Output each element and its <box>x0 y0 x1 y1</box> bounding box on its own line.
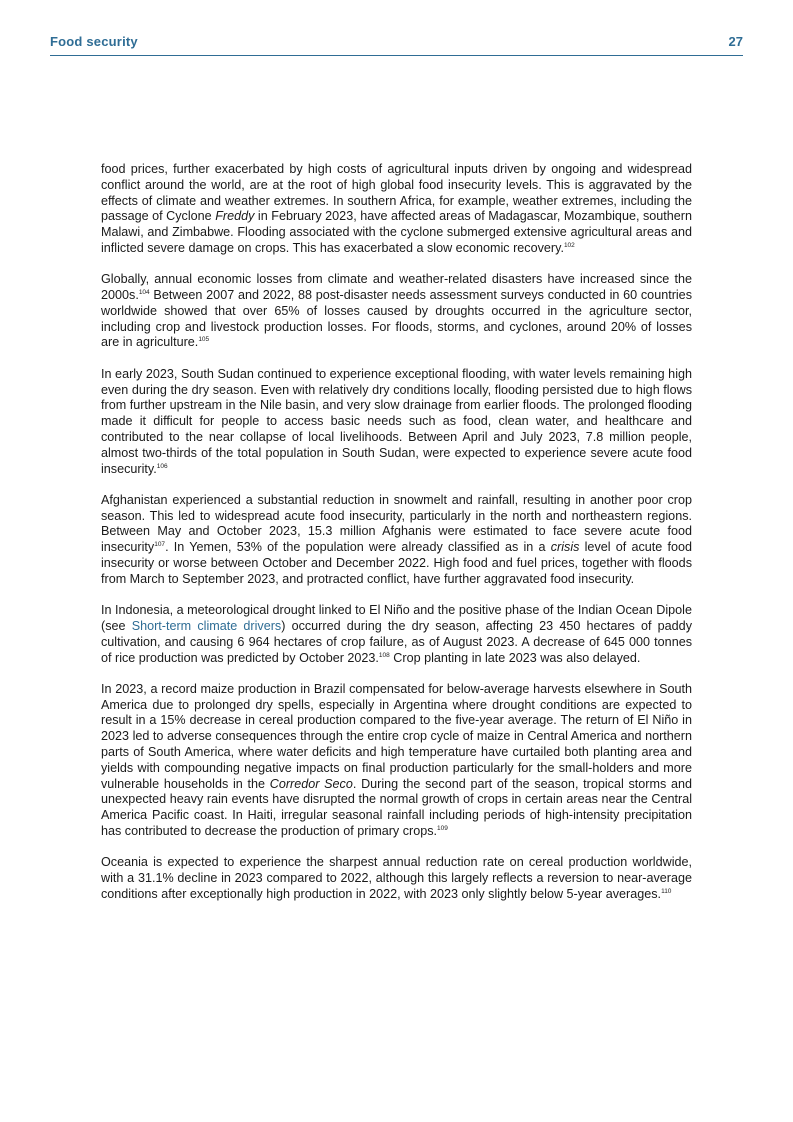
paragraph-text: ) occurred during the dry season, affecting 23 450 hectares of paddy cultivation, and causing 6 964 hectares of crop failure, as of August 2023. A decrease of 645 000 tonnes of rice production was predicted by October 2023. <box>101 618 692 665</box>
paragraph-southern-africa <box>101 162 692 257</box>
footnote-ref[interactable]: 109 <box>437 824 448 832</box>
paragraph-text: In early 2023, South Sudan continued to experience exceptional flooding, with water levels remaining high even during the dry season. Even with relatively dry conditions locally, flooding persisted due to high flows from further upstream in the Nile basin, and very slow drainage from earlier floods. The prolonged flooding made it difficult for people to access basic needs such as food, clean water, and healthcare and contributed to the near collapse of local livelihoods. Between April and July 2023, 7.8 million people, almost two-thirds of the total population in South Sudan, were expected to experience severe acute food insecurity. <box>101 366 692 476</box>
paragraph-south-sudan <box>101 367 692 478</box>
crisis-term: crisis <box>550 540 580 555</box>
footnote-ref[interactable]: 102 <box>563 241 575 249</box>
body-text <box>101 162 692 918</box>
paragraph-south-america <box>101 682 692 840</box>
section-title: Food security <box>50 34 138 49</box>
paragraph-text: Oceania is expected to experience the sharpest annual reduction rate on cereal production worldwide, with a 31.1% decline in 2023 compared to 2022, although this largely reflects a reversion to near-average conditions after exceptionally high production in 2022, with 2023 only slightly below 5-year averages. <box>101 855 692 901</box>
paragraph-oceania <box>101 855 692 902</box>
footnote-ref[interactable]: 107 <box>154 541 166 549</box>
corredor-seco-term: Corredor Seco <box>269 776 353 791</box>
paragraph-text: Between 2007 and 2022, 88 post-disaster needs assessment surveys conducted in 60 countries worldwide showed that over 65% of losses caused by droughts occurred in the agriculture sector, including crop and livestock production losses. For floods, storms, and cyclones, around 20% of losses are in agriculture. <box>101 288 692 350</box>
page-number: 27 <box>728 34 743 49</box>
paragraph-text: in February 2023, have affected areas of Madagascar, Mozambique, southern Malawi, and Zimbabwe. Flooding associated with the cyclone submerged extensive agricultural areas and inflicted severe damage on crops. This has exacerbated a slow economic recovery. <box>101 209 692 255</box>
paragraph-indonesia <box>101 603 692 666</box>
paragraph-text: Afghanistan experienced a substantial reduction in snowmelt and rainfall, resulting in another poor crop season. This led to widespread acute food insecurity, particularly in the north and northeastern regions. Between May and October 2023, 15.3 million Afghanis were estimated to face severe acute food insecurity <box>101 492 692 555</box>
paragraph-text: Crop planting in late 2023 was also delayed. <box>389 650 641 665</box>
paragraph-economic-losses <box>101 272 692 351</box>
footnote-ref[interactable]: 108 <box>378 651 390 659</box>
short-term-climate-drivers-link[interactable]: Short-term climate drivers <box>131 618 282 633</box>
paragraph-text: food prices, further exacerbated by high costs of agricultural inputs driven by ongoing and widespread conflict around the world, are at the root of high global food insecurity levels. This is aggravated by the effects of climate and weather extremes. In southern Africa, for example, weather extremes, including the passage of Cyclone <box>101 162 692 224</box>
page-header <box>50 33 743 56</box>
paragraph-text: In Indonesia, a meteorological drought linked to El Niño and the positive phase of the Indian Ocean Dipole (see <box>101 603 692 633</box>
cyclone-name: Freddy <box>215 209 255 224</box>
footnote-ref[interactable]: 105 <box>198 336 210 344</box>
footnote-ref[interactable]: 106 <box>156 462 168 470</box>
paragraph-text: . During the second part of the season, tropical storms and unexpected heavy rain events have disrupted the normal growth of crops in certain areas near the Central America Pacific coast. In Haiti, irregular seasonal rainfall including periods of high-intensity precipitation has contributed to decrease the production of primary crops. <box>101 776 692 838</box>
paragraph-text: level of acute food insecurity or worse between October and December 2022. High food and fuel prices, together with floods from March to September 2023, and protracted conflict, have further aggravated food insecurity. <box>101 540 693 586</box>
paragraph-text: Globally, annual economic losses from climate and weather-related disasters have increased since the 2000s. <box>101 272 692 303</box>
paragraph-afghanistan <box>101 493 692 588</box>
paragraph-text: In 2023, a record maize production in Brazil compensated for below-average harvests elsewhere in South America due to prolonged dry spells, especially in Argentina where drought conditions are expected to result in a 15% decrease in cereal production compared to the five-year average. The return of El Niño in 2023 led to adverse consequences through the entire crop cycle of maize in Central America and northern parts of South America, where water deficits and high temperature have curtailed both planting area and yields with compounding negative impacts on final production particularly for the small-holders and more vulnerable households in the <box>101 681 692 791</box>
footnote-ref[interactable]: 110 <box>661 887 672 895</box>
footnote-ref[interactable]: 104 <box>138 289 150 297</box>
paragraph-text: . In Yemen, 53% of the population were already classified as in a <box>165 540 551 555</box>
